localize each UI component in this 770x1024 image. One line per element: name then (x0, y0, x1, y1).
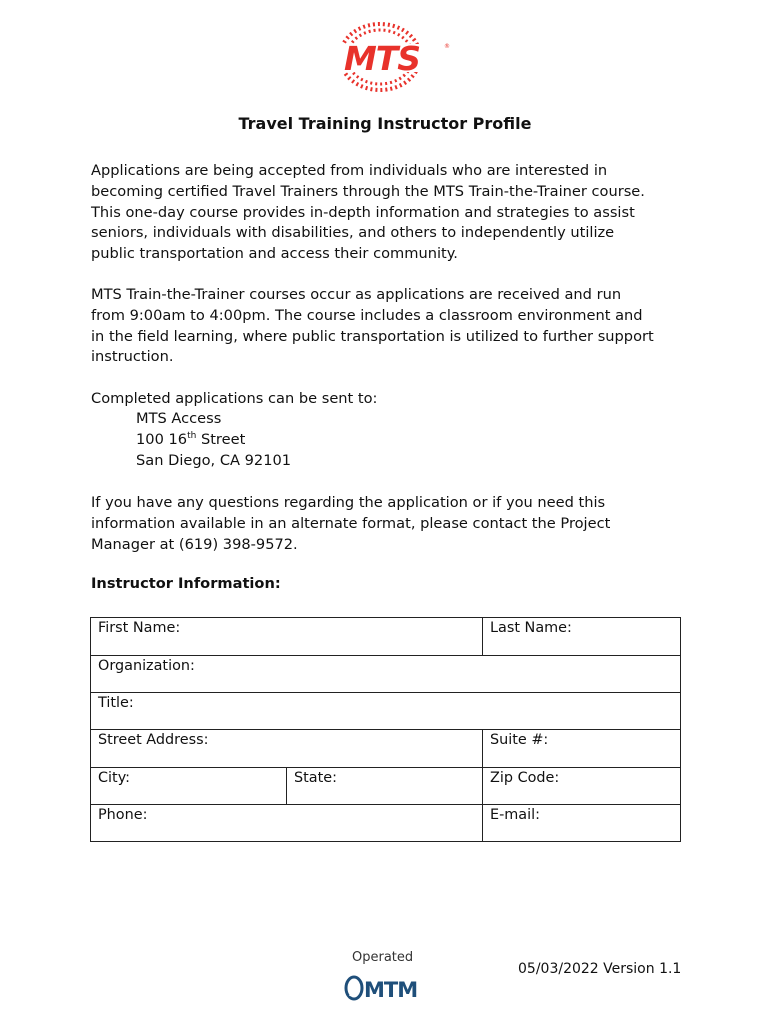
mtm-logo-text: MTM (364, 978, 418, 1002)
mts-logo-text: MTS (343, 39, 421, 78)
instructor-info-heading: Instructor Information: (91, 575, 281, 592)
suite-field[interactable]: Suite #: (483, 730, 681, 768)
phone-field[interactable]: Phone: (91, 805, 483, 842)
intro-paragraph-2: MTS Train-the-Trainer courses occur as applications are received and run from 9:00am to 4:00pm. The course includes a classroom environment and in the field learning, where public transportation is utilized to further support instruction. (91, 286, 654, 366)
email-field[interactable]: E-mail: (483, 805, 681, 842)
operated-by-label: Operated (352, 950, 414, 965)
page-title: Travel Training Instructor Profile (238, 114, 532, 133)
mts-logo (318, 22, 452, 92)
version-label: 05/03/2022 Version 1.1 (518, 961, 682, 977)
first-name-field[interactable]: First Name: (91, 618, 483, 656)
last-name-field[interactable]: Last Name: (483, 618, 681, 656)
contact-paragraph: If you have any questions regarding the application or if you need this information available in an alternate format, please contact the Project Manager at (619) 398-9572. (91, 494, 611, 553)
title-field[interactable]: Title: (91, 693, 681, 730)
address-line-1: MTS Access (136, 410, 222, 427)
instructor-form (90, 617, 681, 842)
state-field[interactable]: State: (287, 768, 483, 805)
send-to-label: Completed applications can be sent to: (91, 390, 378, 407)
intro-paragraph-1: Applications are being accepted from individuals who are interested in becoming certified Travel Trainers through the MTS Train-the-Trainer course. This one-day course provides in-depth information and strategies to assist seniors, individuals with disabilities, and others to independently utilize public transportation and access their community. (91, 162, 645, 263)
svg-text:®: ® (444, 43, 450, 50)
street-address-field[interactable]: Street Address: (91, 730, 483, 768)
city-field[interactable]: City: (91, 768, 287, 805)
mtm-logo (344, 974, 428, 1002)
mailing-address (136, 409, 291, 471)
address-line-2: 100 16th Street (136, 430, 246, 448)
zip-code-field[interactable]: Zip Code: (483, 768, 681, 805)
organization-field[interactable]: Organization: (91, 656, 681, 693)
address-line-3: San Diego, CA 92101 (136, 451, 292, 469)
